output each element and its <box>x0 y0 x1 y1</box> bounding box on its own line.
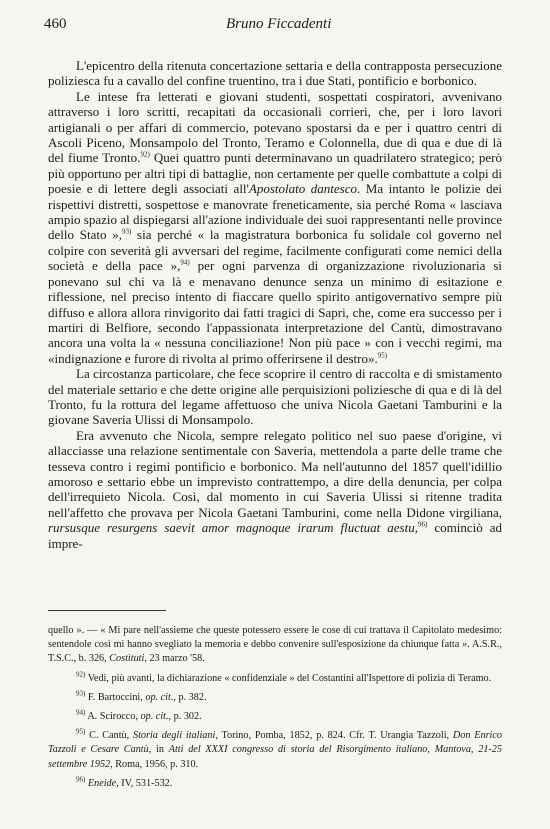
italic-text: Atti del XXXI congresso di storia del Risorgimento italiano, Mantova, 21-25 settembre 1952 <box>48 744 502 770</box>
footnote <box>48 710 502 724</box>
text-run: , Torino, Pomba, 1852, p. 824. Cfr. T. Urangia Tazzoli, <box>215 730 453 742</box>
italic-text: op. cit. <box>145 691 174 703</box>
text-run: cominciò ad impre- <box>48 520 502 551</box>
text-run: Quei quattro punti determinavano un quadrilatero strategico; però più opportuno per altri tipi di battaglie, non certamente per quelle combattute a colpi di poesie e di lettere degli associati all' <box>48 150 503 197</box>
text-run: , 23 marzo '58. <box>144 653 205 665</box>
footnote <box>48 624 502 667</box>
footnote-ref: 96) <box>76 775 86 784</box>
footnote-ref: 94) <box>180 258 190 267</box>
italic-text: rursusque resurgens saevit amor magnoque irarum fluctuat aestu <box>48 520 415 536</box>
footnote-ref: 95) <box>76 727 86 736</box>
italic-text: Storia degli italiani <box>132 730 216 742</box>
page-number: 460 <box>44 16 67 32</box>
text-run: F. Bartoccini, <box>85 691 146 703</box>
body-paragraph <box>48 58 502 89</box>
text-run: L'epicentro della ritenuta concertazione settaria e della contrapposta persecuzione poliziesca fu a cavallo del confine truentino, tra i due Stati, pontificio e borbonico. <box>48 58 502 89</box>
footnote-ref: 93) <box>76 689 86 698</box>
text-run: , p. 302. <box>168 711 202 723</box>
text-run: . Ma intanto le polizie dei rispettivi distretti, sospettose e manovrate freneticamente, sia perché Roma « lasciava ampio spazio al dispiegarsi all'azione individuale dei suoi rappresentanti nelle province dello Stato », <box>48 181 502 243</box>
italic-text: Don Enrico Tazzoli e Cesare Cantù <box>48 730 502 756</box>
footnote-ref: 96) <box>417 520 428 529</box>
text-run: Vedi, più avanti, la dichiarazione « confidenziale » del Costantini all'Ispettore di polizia di Teramo. <box>85 672 492 684</box>
text-run: , <box>414 520 418 536</box>
footnotes <box>48 624 502 796</box>
footnote-ref: 94) <box>76 708 86 717</box>
footnote-divider <box>48 610 166 611</box>
page-header <box>44 16 504 40</box>
body-paragraph <box>48 89 502 366</box>
text-run: , in <box>148 744 169 756</box>
footnote-ref: 92) <box>76 670 86 679</box>
text-run: quello ». — « Mi pare nell'assieme che queste potessero essere le cose di cui trattava il Capitolato medesimo: sentendole così mi hanno svegliato la memoria e debbo convenire sull'esposizione da chiunque fatta ». A.S.R., T.S.C., b. 326, <box>48 625 502 665</box>
italic-text: Costituti <box>109 653 145 665</box>
footnote-ref: 95) <box>377 351 388 360</box>
italic-text: op. cit. <box>140 711 169 723</box>
footnote <box>48 691 502 705</box>
text-run: , Roma, 1956, p. 310. <box>110 758 199 770</box>
text-run: A. Scirocco, <box>85 711 141 723</box>
text-run: C. Cantù, <box>85 730 133 742</box>
body-paragraph <box>48 428 502 551</box>
footnote <box>48 729 502 772</box>
text-run: , p. 382. <box>173 691 207 703</box>
text-run: sia perché « la magistratura borbonica fu solidale col governo nel colpire con severità gli avversari del regime, facilmente configurati come nemici della società e della pace », <box>48 227 502 274</box>
running-head: Bruno Ficcadenti <box>226 16 332 32</box>
body-paragraph <box>48 366 502 428</box>
footnote <box>48 672 502 686</box>
footnote-ref: 93) <box>121 228 132 237</box>
footnote <box>48 777 502 791</box>
text-run: Era avvenuto che Nicola, sempre relegato politico nel suo paese d'origine, vi allacciasse una relazione sentimentale con Saveria, mettendola a parte delle trame che tesseva contro i regimi pontificio e borbonico. Ma nell'autunno del 1857 quell'idillio amoroso e settario ebbe un imprevisto contrattempo, a dire della denuncia, per colpa dell'irrequieto Nicola. Così, dal momento in cui Saveria Ulissi si ritenne tradita nell'affetto che provava per Nicola Gaetani Tamburini, come nella Didone virgiliana, <box>48 427 502 520</box>
text-run: Le intese fra letterati e giovani studenti, sospettati cospiratori, avvenivano attraverso i loro scritti, recapitati da occasionali corrieri, che, per i loro lavori artigianali o per affari di commercio, potevano spostarsi da e per i quattro centri di Ascoli Piceno, Monsampolo del Tronto, Teramo e Colonnella, due di qua e due di là del fiume Tronto. <box>48 88 502 166</box>
body-text <box>48 58 502 551</box>
text-run: per ogni parvenza di organizzazione rivoluzionaria si ponevano sul chi va là e menavano denunce senza un minimo di esitazione e riflessione, nel preciso intento di fiaccare quello spirito antigovernativo sempre più diffuso e allora allora rinvigorito dai fatti tragici di Sapri, che, come era successo per i martiri di Belfiore, secondo l'appassionata interpretazione del Cantù, dimostravano ancora una volta la « nessuna conciliazione! Non più pace » con i vecchi regimi, ma «indignazione e furore di rivolta al primo offerirsene il destro». <box>48 258 502 366</box>
text-run: La circostanza particolare, che fece scoprire il centro di raccolta e di smistamento del materiale settario e che dette origine alle perquisizioni poliziesche di qua e di là del Tronto, fu la rottura del legame affettuoso che univa Nicola Gaetani Tamburini e la giovane Saveria Ulissi di Monsampolo. <box>48 366 502 428</box>
italic-text: Eneide <box>87 777 117 789</box>
footnote-ref: 92) <box>140 151 150 160</box>
text-run: , IV, 531-532. <box>116 777 173 789</box>
italic-text: Apostolato dantesco <box>248 181 357 197</box>
